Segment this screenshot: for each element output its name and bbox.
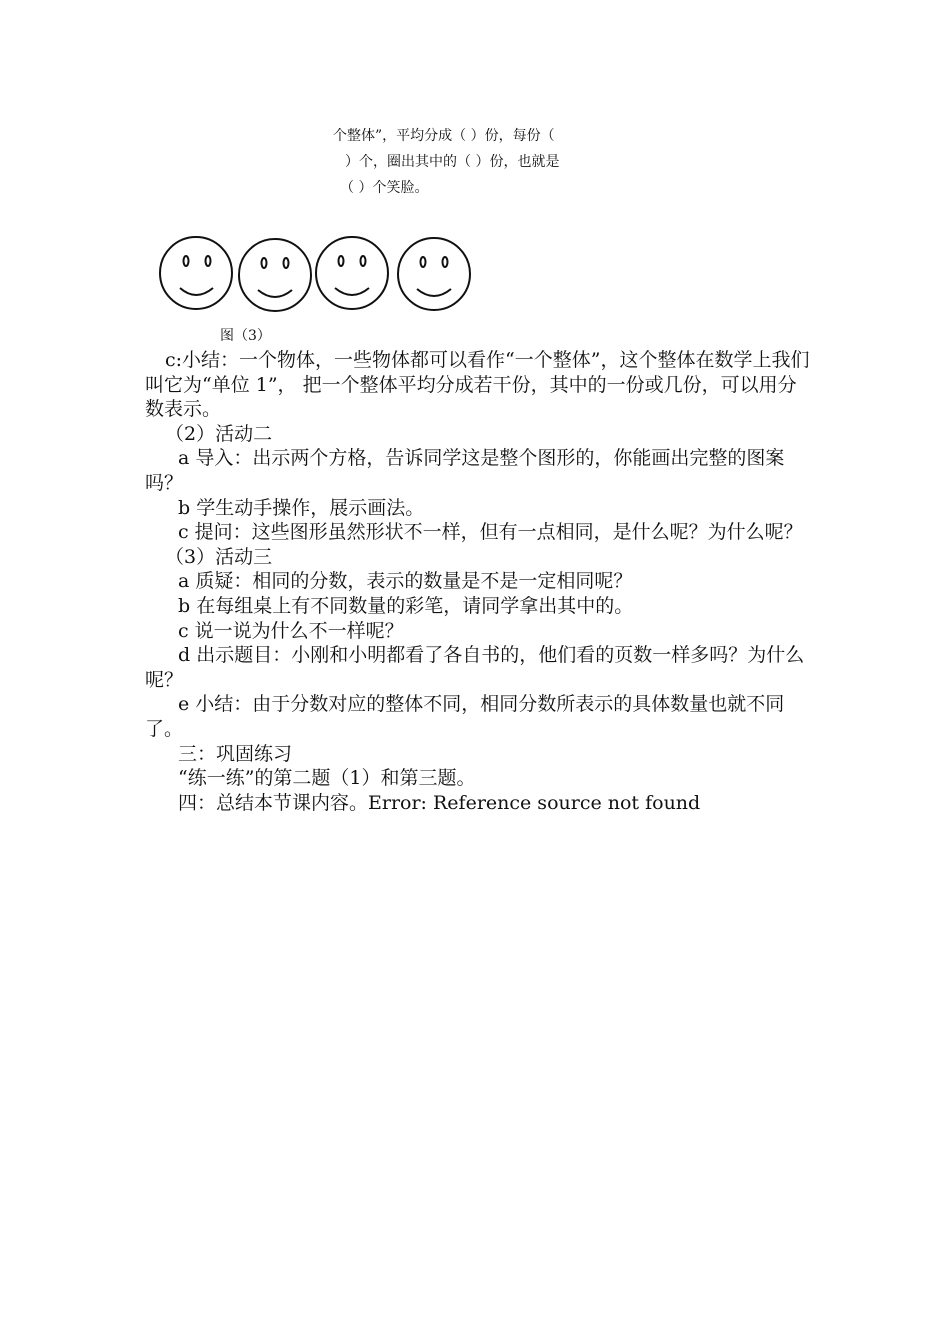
activity-three-d: d 出示题目：小刚和小明都看了各自书的，他们看的页数一样多吗？为什么呢？ — [145, 644, 805, 691]
smiley-face-icon — [239, 239, 311, 311]
smiley-face-icon — [160, 237, 232, 309]
section-three-heading: 三：巩固练习 — [178, 742, 293, 765]
practice-item: “练一练”的第二题（1）和第三题。 — [178, 767, 476, 790]
activity-three-b: b 在每组桌上有不同数量的彩笔，请同学拿出其中的。 — [178, 594, 634, 617]
activity-three-e: e 小结：由于分数对应的整体不同，相同分数所表示的具体数量也就不同了。 — [145, 693, 785, 740]
figure-label: 图（3） — [220, 328, 271, 344]
activity-two-b: b 学生动手操作，展示画法。 — [178, 496, 425, 519]
activity-three-a: a 质疑：相同的分数，表示的数量是不是一定相同呢？ — [178, 570, 633, 593]
activity-two-a: a 导入：出示两个方格，告诉同学这是整个图形的，你能画出完整的图案吗？ — [145, 447, 785, 494]
smiley-faces-figure — [158, 232, 478, 314]
smiley-face-icon — [398, 238, 470, 310]
summary-c-paragraph: c:小结：一个物体，一些物体都可以看作“一个整体”，这个整体在数学上我们叫它为“单位 1”， 把一个整体平均分成若干份，其中的一份或几份，可以用分数表示。 — [145, 349, 810, 421]
caption-line-2: ）个，圈出其中的（ ）份，也就是 — [345, 154, 560, 170]
activity-two-heading: （2）活动二 — [165, 422, 273, 445]
document-body — [145, 348, 815, 815]
section-four-heading: 四：总结本节课内容。Error: Reference source not found — [178, 791, 701, 814]
caption-line-3: （ ）个笑脸。 — [340, 180, 429, 196]
activity-two-c: c 提问：这些图形虽然形状不一样，但有一点相同，是什么呢？为什么呢？ — [178, 521, 803, 544]
smiley-face-icon — [316, 237, 388, 309]
caption-line-1: 个整体”，平均分成（ ）份，每份（ — [333, 128, 555, 144]
activity-three-heading: （3）活动三 — [165, 545, 273, 568]
activity-three-c: c 说一说为什么不一样呢？ — [178, 619, 404, 642]
